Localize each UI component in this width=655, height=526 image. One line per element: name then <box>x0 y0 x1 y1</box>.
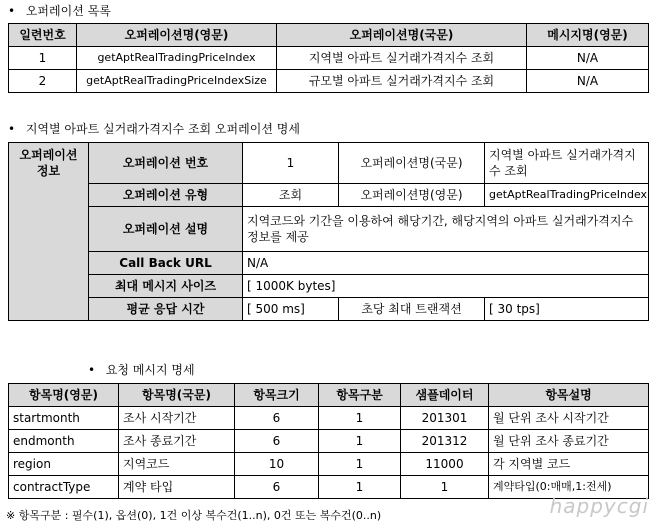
cell: 계약타입(0:매매,1:전세) <box>489 476 649 499</box>
cell: N/A <box>527 47 649 70</box>
label-cell: 오퍼레이션 유형 <box>89 184 243 207</box>
table-row <box>9 407 649 430</box>
label-cell: 평균 응답 시간 <box>89 298 243 321</box>
value-cell: 지역별 아파트 실거래가격지수 조회 <box>485 143 649 184</box>
table-row <box>9 252 649 275</box>
value-cell: [ 500 ms] <box>243 298 339 321</box>
table-row <box>9 184 649 207</box>
label-cell: 오퍼레이션명(국문) <box>339 143 485 184</box>
header-cell: 항목구분 <box>319 384 401 407</box>
header-cell: 항목명(영문) <box>9 384 119 407</box>
label-cell: 오퍼레이션명(영문) <box>339 184 485 207</box>
cell: 1 <box>319 476 401 499</box>
group-label: 오퍼레이션 정보 <box>9 143 89 321</box>
cell: 11000 <box>401 453 489 476</box>
label-cell: 초당 최대 트랜잭션 <box>339 298 485 321</box>
section-title-text: 요청 메시지 명세 <box>105 363 195 377</box>
section-title-op-list <box>8 3 111 19</box>
value-cell: getAptRealTradingPriceIndex <box>485 184 649 207</box>
label-cell: 오퍼레이션 번호 <box>89 143 243 184</box>
header-cell: 항목명(국문) <box>119 384 235 407</box>
header-cell: 항목크기 <box>235 384 319 407</box>
cell: 1 <box>401 476 489 499</box>
header-cell: 샘플데이터 <box>401 384 489 407</box>
table-row <box>9 70 649 93</box>
table-row <box>9 143 649 184</box>
value-cell: [ 1000K bytes] <box>243 275 649 298</box>
cell: 1 <box>319 453 401 476</box>
label-cell: 오퍼레이션 설명 <box>89 207 243 252</box>
value-cell: 지역코드와 기간을 이용하여 해당기간, 해당지역의 아파트 실거래가격지수 정보를 제공 <box>243 207 649 252</box>
cell: 계약 타입 <box>119 476 235 499</box>
op-detail-table <box>8 142 649 321</box>
header-cell: 항목설명 <box>489 384 649 407</box>
cell: 6 <box>235 430 319 453</box>
label-cell: 최대 메시지 사이즈 <box>89 275 243 298</box>
op-list-table <box>8 23 649 93</box>
table-header-row <box>9 384 649 407</box>
cell: getAptRealTradingPriceIndexSize <box>77 70 277 93</box>
cell: 10 <box>235 453 319 476</box>
section-title-text: 오퍼레이션 목록 <box>25 4 111 18</box>
header-cell: 메시지명(영문) <box>527 24 649 47</box>
bullet-icon: • <box>88 363 96 377</box>
label-cell: Call Back URL <box>89 252 243 275</box>
cell: 지역별 아파트 실거래가격지수 조회 <box>277 47 527 70</box>
header-cell: 오퍼레이션명(영문) <box>77 24 277 47</box>
cell: 6 <box>235 476 319 499</box>
cell: 지역코드 <box>119 453 235 476</box>
table-header-row <box>9 24 649 47</box>
cell: startmonth <box>9 407 119 430</box>
cell: 1 <box>319 407 401 430</box>
cell: 조사 종료기간 <box>119 430 235 453</box>
cell: 조사 시작기간 <box>119 407 235 430</box>
table-row <box>9 47 649 70</box>
header-cell: 일련번호 <box>9 24 77 47</box>
cell: 월 단위 조사 시작기간 <box>489 407 649 430</box>
cell: 월 단위 조사 종료기간 <box>489 430 649 453</box>
cell: region <box>9 453 119 476</box>
cell: N/A <box>527 70 649 93</box>
cell: endmonth <box>9 430 119 453</box>
cell: 규모별 아파트 실거래가격지수 조회 <box>277 70 527 93</box>
cell: 201312 <box>401 430 489 453</box>
value-cell: 1 <box>243 143 339 184</box>
cell: contractType <box>9 476 119 499</box>
value-cell: 조회 <box>243 184 339 207</box>
header-cell: 오퍼레이션명(국문) <box>277 24 527 47</box>
cell: 2 <box>9 70 77 93</box>
cell: getAptRealTradingPriceIndex <box>77 47 277 70</box>
cell: 6 <box>235 407 319 430</box>
section-title-text: 지역별 아파트 실거래가격지수 조회 오퍼레이션 명세 <box>25 122 300 136</box>
cell: 201301 <box>401 407 489 430</box>
request-table <box>8 383 649 499</box>
section-title-op-detail <box>8 121 300 137</box>
cell: 1 <box>9 47 77 70</box>
table-row <box>9 298 649 321</box>
table-row <box>9 453 649 476</box>
footnote: ※ 항목구분 : 필수(1), 옵션(0), 1건 이상 복수건(1..n), 0건 또는 복수건(0..n) <box>6 509 382 522</box>
value-cell: N/A <box>243 252 649 275</box>
bullet-icon: • <box>8 122 16 136</box>
table-row <box>9 275 649 298</box>
cell: 1 <box>319 430 401 453</box>
bullet-icon: • <box>8 4 16 18</box>
cell: 각 지역별 코드 <box>489 453 649 476</box>
table-row <box>9 430 649 453</box>
section-title-req <box>88 362 195 378</box>
watermark: happycgi <box>549 494 649 518</box>
value-cell: [ 30 tps] <box>485 298 649 321</box>
table-row <box>9 207 649 252</box>
